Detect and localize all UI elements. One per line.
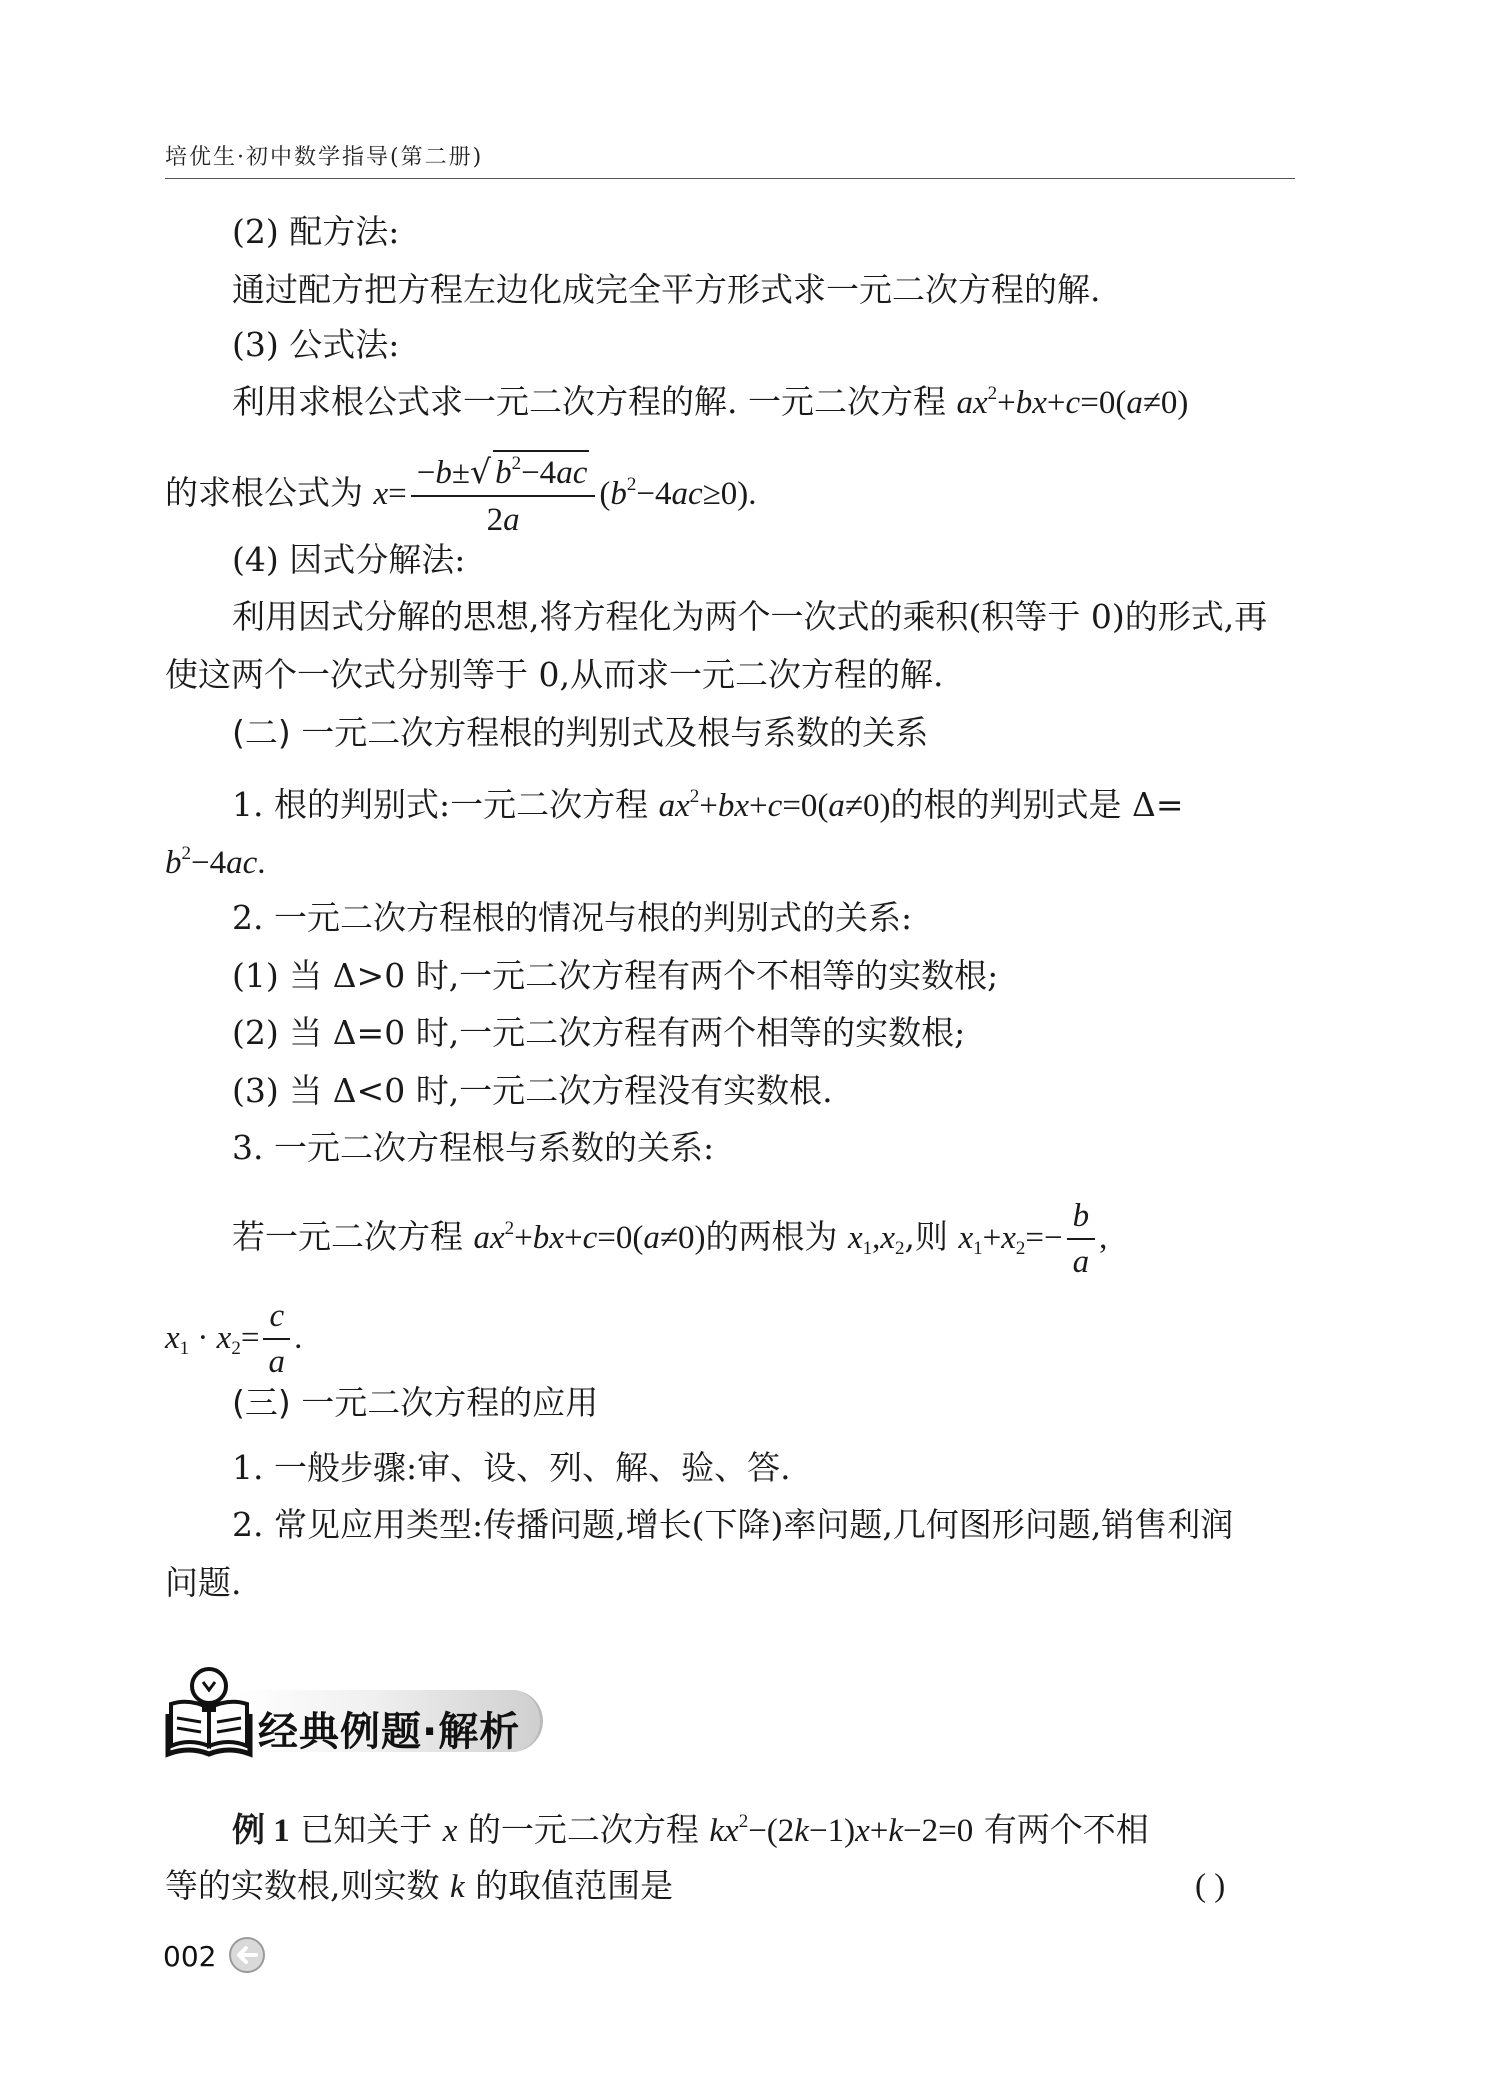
- root-case-2: (2) 当 Δ=0 时,一元二次方程有两个相等的实数根;: [232, 1013, 966, 1052]
- page-number: 002: [163, 1940, 217, 1973]
- vieta-product: $x_1 \cdot x_2=$ $\frac{c}{a}$ .: [165, 1298, 303, 1380]
- example-1-line-1: 例 1 已知关于 x 的一元二次方程 $kx^2-(2k-1)x+k-2=0$ 有两个不相: [232, 1810, 1149, 1849]
- vieta-sum-fraction: $\frac{b}{a}$: [1067, 1196, 1096, 1282]
- section-3-heading: (三) 一元二次方程的应用: [232, 1383, 599, 1422]
- back-arrow-icon: [228, 1936, 266, 1974]
- root-cases-heading: 2. 一元二次方程根的情况与根的判别式的关系:: [232, 898, 913, 937]
- method-4-text-2: 使这两个一次式分别等于 0,从而求一元二次方程的解.: [165, 655, 944, 694]
- method-3-heading: (3) 公式法:: [232, 325, 400, 364]
- lightbulb-book-icon: [165, 1660, 257, 1760]
- root-case-3: (3) 当 Δ<0 时,一元二次方程没有实数根.: [232, 1071, 833, 1110]
- example-label: 例 1: [232, 1813, 290, 1849]
- section-title: 经典例题·解析: [258, 1709, 521, 1755]
- application-steps: 1. 一般步骤:审、设、列、解、验、答.: [232, 1448, 791, 1487]
- examples-section-banner: [165, 1660, 545, 1760]
- section-2-heading: (二) 一元二次方程根的判别式及根与系数的关系: [232, 713, 929, 752]
- method-2-heading: (2) 配方法:: [232, 212, 400, 251]
- vieta-heading: 3. 一元二次方程根与系数的关系:: [232, 1128, 715, 1167]
- root-case-1: (1) 当 Δ>0 时,一元二次方程有两个不相等的实数根;: [232, 956, 999, 995]
- method-4-text-1: 利用因式分解的思想,将方程化为两个一次式的乘积(积等于 0)的形式,再: [232, 597, 1268, 636]
- running-header: 培优生·初中数学指导(第二册): [165, 145, 484, 170]
- quadratic-formula-fraction: $\frac{-b\pm√ b^2-4ac}{2a}$: [411, 450, 596, 540]
- quadratic-formula-line: 的求根公式为 x= $\frac{-b\pm√ b^2-4ac}{2a}$ $(b^2-4ac\ge 0)$.: [165, 452, 757, 538]
- method-3-text: 利用求根公式求一元二次方程的解. 一元二次方程 $ax^2+bx+c=0(a\ne 0)$: [232, 382, 1189, 421]
- header-divider: [165, 178, 1295, 179]
- vieta-sum: 若一元二次方程 $ax^2+bx+c=0(a\ne 0)$的两根为 $x_1,x_2$,则 $x_1+x_2=-$ $\frac{b}{a}$ ,: [232, 1198, 1108, 1280]
- method-4-heading: (4) 因式分解法:: [232, 540, 466, 579]
- discriminant-formula: $b^2-4ac$.: [165, 843, 266, 881]
- discriminant-definition: 1. 根的判别式:一元二次方程 $ax^2+bx+c=0(a\ne 0)$的根的判别式是 Δ=: [232, 785, 1184, 824]
- answer-blank: ( ): [1195, 1868, 1226, 1904]
- method-2-text: 通过配方把方程左边化成完全平方形式求一元二次方程的解.: [232, 270, 1101, 309]
- example-1-line-2: 等的实数根,则实数 k 的取值范围是: [165, 1866, 674, 1905]
- vieta-product-fraction: $\frac{c}{a}$: [263, 1296, 290, 1382]
- application-types-2: 问题.: [165, 1563, 242, 1602]
- application-types-1: 2. 常见应用类型:传播问题,增长(下降)率问题,几何图形问题,销售利润: [232, 1505, 1234, 1544]
